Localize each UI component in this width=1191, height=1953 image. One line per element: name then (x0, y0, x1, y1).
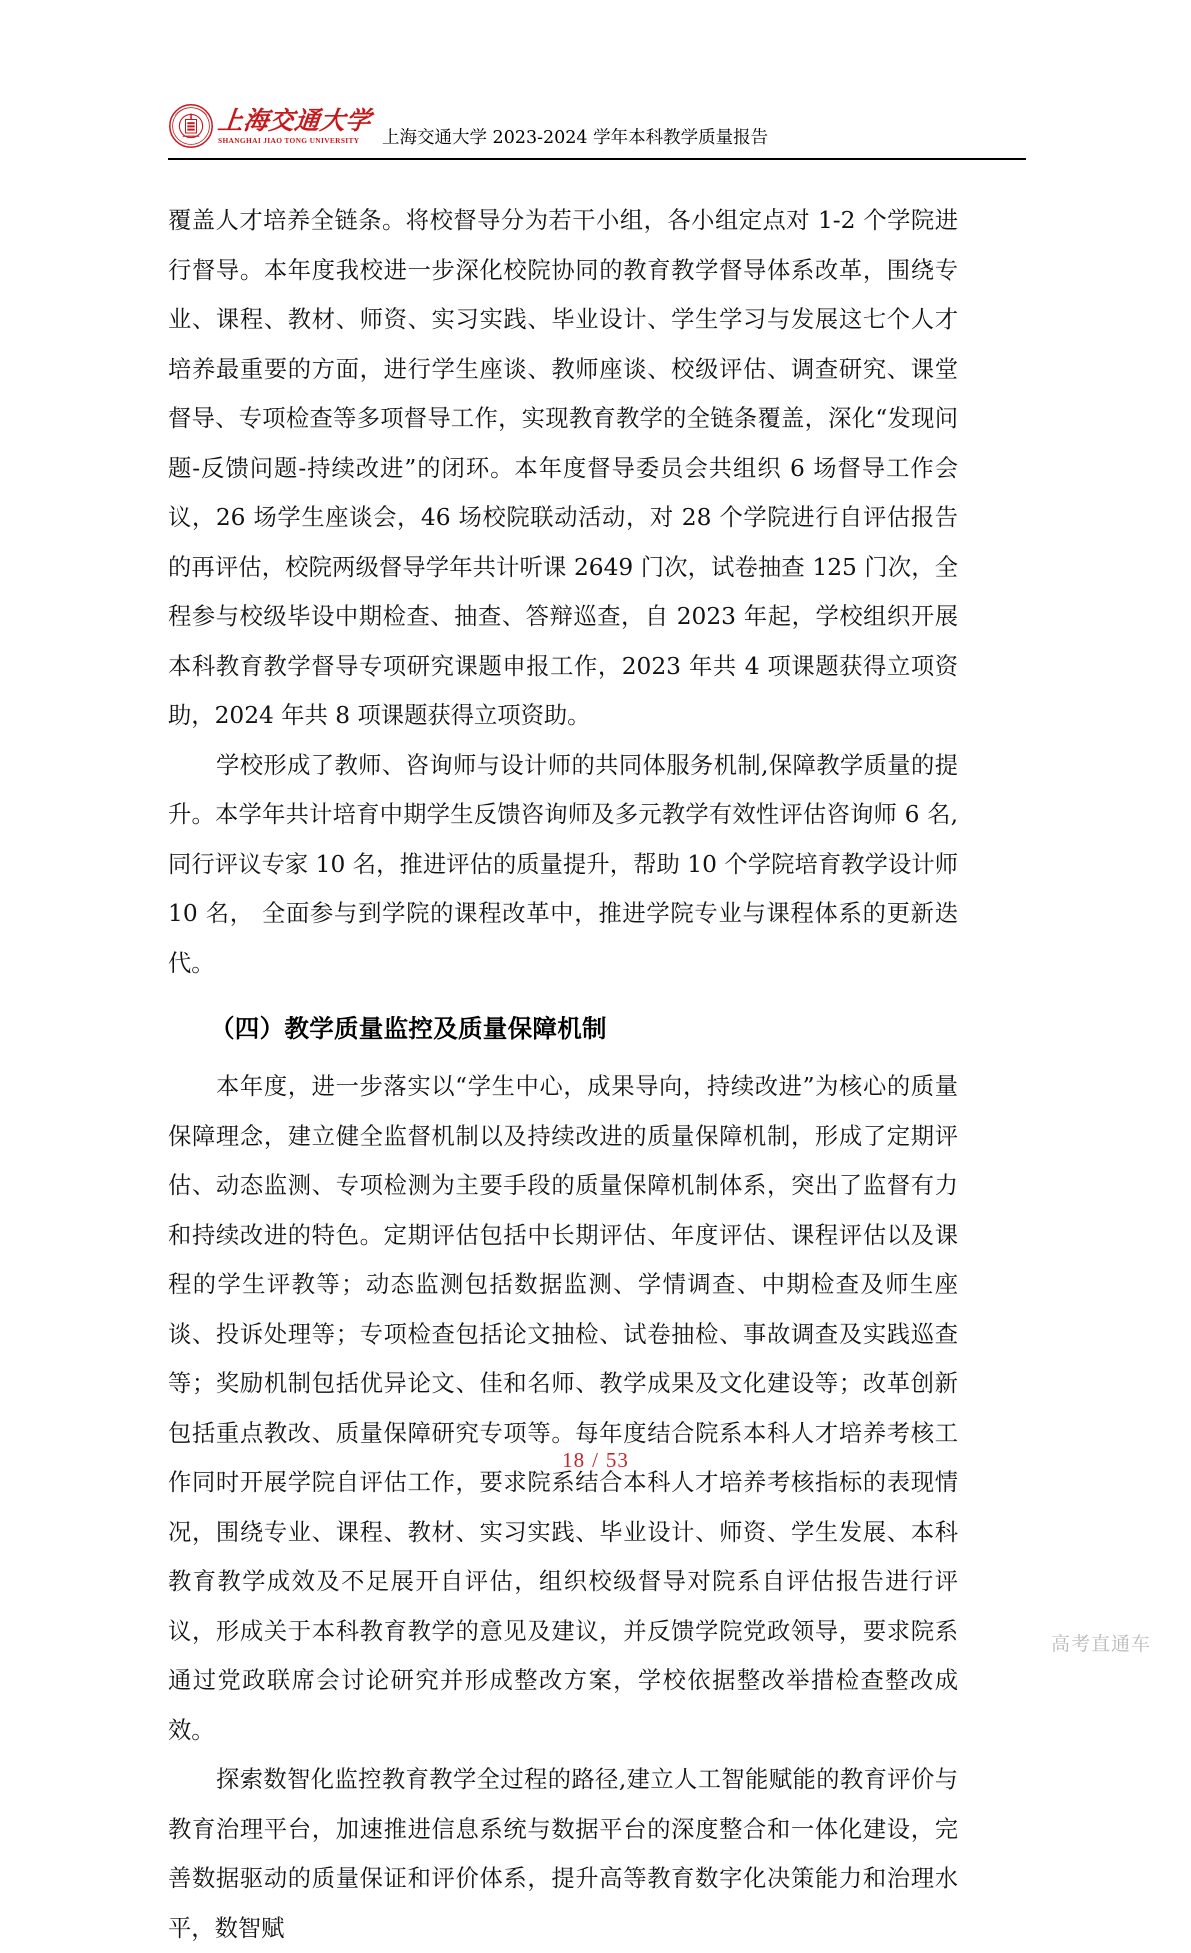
page-number-separator: / (592, 1448, 599, 1472)
paragraph-continuation: 覆盖人才培养全链条。将校督导分为若干小组，各小组定点对 1-2 个学院进行督导。本年度我校进一步深化校院协同的教育教学督导体系改革，围绕专业、课程、教材、师资、实习实践、毕业设计、学生学习与发展这七个人才培养最重要的方面，进行学生座谈、教师座谈、校级评估、调查研究、课堂督导、专项检查等多项督导工作，实现教育教学的全链条覆盖，深化“发现问题-反馈问题-持续改进”的闭环。本年度督导委员会共组织 6 场督导工作会议，26 场学生座谈会，46 场校院联动活动，对 28 个学院进行自评估报告的再评估，校院两级督导学年共计听课 2649 门次，试卷抽查 125 门次，全程参与校级毕设中期检查、抽查、答辩巡查，自 2023 年起，学校组织开展本科教育教学督导专项研究课题申报工作，2023 年共 4 项课题获得立项资助，2024 年共 8 项课题获得立项资助。 (168, 207, 958, 729)
section-heading-quality-monitoring: （四）教学质量监控及质量保障机制 (210, 1014, 607, 1043)
header-title: 上海交通大学 2023-2024 学年本科教学质量报告 (382, 128, 769, 148)
logo-wordmark (218, 103, 371, 149)
paragraph-teaching-community: 学校形成了教师、咨询师与设计师的共同体服务机制,保障教学质量的提升。本学年共计培育中期学生反馈咨询师及多元教学有效性评估咨询师 6 名,同行评议专家 10 名，推进评估的质量提升，帮助 10 个学院培育教学设计师 10 名， 全面参与到学院的课程改革中，推进学院专业与课程体系的更新迭代。 (168, 751, 958, 977)
document-content (168, 196, 958, 1953)
paragraph-quality-assurance: 本年度，进一步落实以“学生中心，成果导向，持续改进”为核心的质量保障理念，建立健全监督机制以及持续改进的质量保障机制，形成了定期评估、动态监测、专项检测为主要手段的质量保障机制体系，突出了监督有力和持续改进的特色。定期评估包括中长期评估、年度评估、课程评估以及课程的学生评教等；动态监测包括数据监测、学情调查、中期检查及师生座谈、投诉处理等；专项检查包括论文抽检、试卷抽检、事故调查及实践巡查等；奖励机制包括优异论文、佳和名师、教学成果及文化建设等；改革创新包括重点教改、质量保障研究专项等。每年度结合院系本科人才培养考核工作同时开展学院自评估工作，要求院系结合本科人才培养考核指标的表现情况，围绕专业、课程、教材、实习实践、毕业设计、师资、学生发展、本科教育教学成效及不足展开自评估，组织校级督导对院系自评估报告进行评议，形成关于本科教育教学的意见及建议，并反馈学院党政领导，要求院系通过党政联席会讨论研究并形成整改方案，学校依据整改举措检查整改成效。 (168, 1073, 958, 1744)
paragraph-digital-intelligence: 探索数智化监控教育教学全过程的路径,建立人工智能赋能的教育评价与教育治理平台，加速推进信息系统与数据平台的深度整合和一体化建设，完善数据驱动的质量保证和评价体系，提升高等教育数字化决策能力和治理水平，数智赋 (168, 1766, 958, 1942)
total-page-count: 53 (605, 1448, 629, 1472)
header-divider (168, 158, 1026, 160)
university-logo (168, 98, 373, 154)
logo-wordmark-en: SHANGHAI JIAO TONG UNIVERSITY (218, 136, 360, 145)
logo-wordmark-cn: 上海交通大学 (216, 106, 373, 135)
watermark: 高考直通车 (1050, 1633, 1151, 1655)
page-number (562, 1448, 629, 1473)
university-seal-icon (168, 103, 214, 149)
page-footer (0, 1448, 1191, 1473)
current-page-number: 18 (562, 1448, 586, 1472)
page-header (168, 96, 1026, 162)
